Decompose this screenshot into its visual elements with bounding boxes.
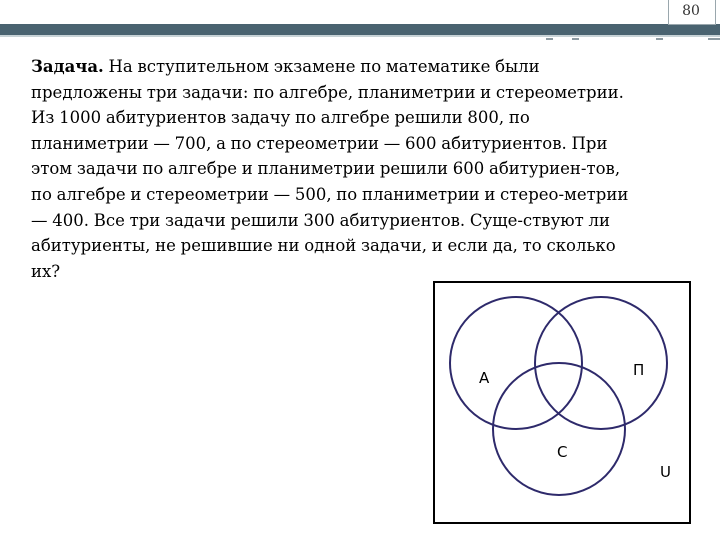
label-planimetry: П [633, 361, 645, 379]
universe-frame [434, 282, 690, 523]
label-universe: U [660, 463, 671, 481]
problem-line: этом задачи по алгебре и планиметрии решили 600 абитуриен-тов, [31, 159, 621, 179]
problem-line-text: На вступительном экзамене по математике были [103, 57, 540, 76]
problem-line: абитуриенты, не решившие ни одной задачи, и если да, то сколько [31, 236, 616, 256]
label-stereometry: С [557, 443, 568, 461]
problem-lead: Задача. [31, 57, 104, 76]
problem-line: по алгебре и стереометрии — 500, по планиметрии и стерео-метрии [31, 184, 629, 204]
header-decoration [546, 38, 553, 40]
venn-svg [433, 281, 691, 524]
page-number: 80 [682, 3, 700, 19]
problem-line: планиметрии — 700, а по стереометрии — 600 абитуриентов. При [31, 133, 608, 153]
header-decoration [572, 38, 579, 40]
problem-line [31, 54, 681, 80]
problem-line: их? [31, 261, 61, 281]
problem-line: — 400. Все три задачи решили 300 абитуриентов. Суще-ствуют ли [31, 210, 611, 230]
header-bar [0, 24, 720, 35]
header-bar-highlight [0, 35, 720, 37]
problem-line: предложены три задачи: по алгебре, планиметрии и стереометрии. [31, 82, 624, 102]
problem-line: Из 1000 абитуриентов задачу по алгебре решили 800, по [31, 108, 530, 128]
slide-header [0, 0, 720, 40]
venn-diagram [433, 281, 691, 524]
label-algebra: А [479, 369, 490, 387]
header-decoration [708, 38, 720, 40]
header-decoration [656, 38, 663, 40]
problem-statement [31, 54, 681, 284]
